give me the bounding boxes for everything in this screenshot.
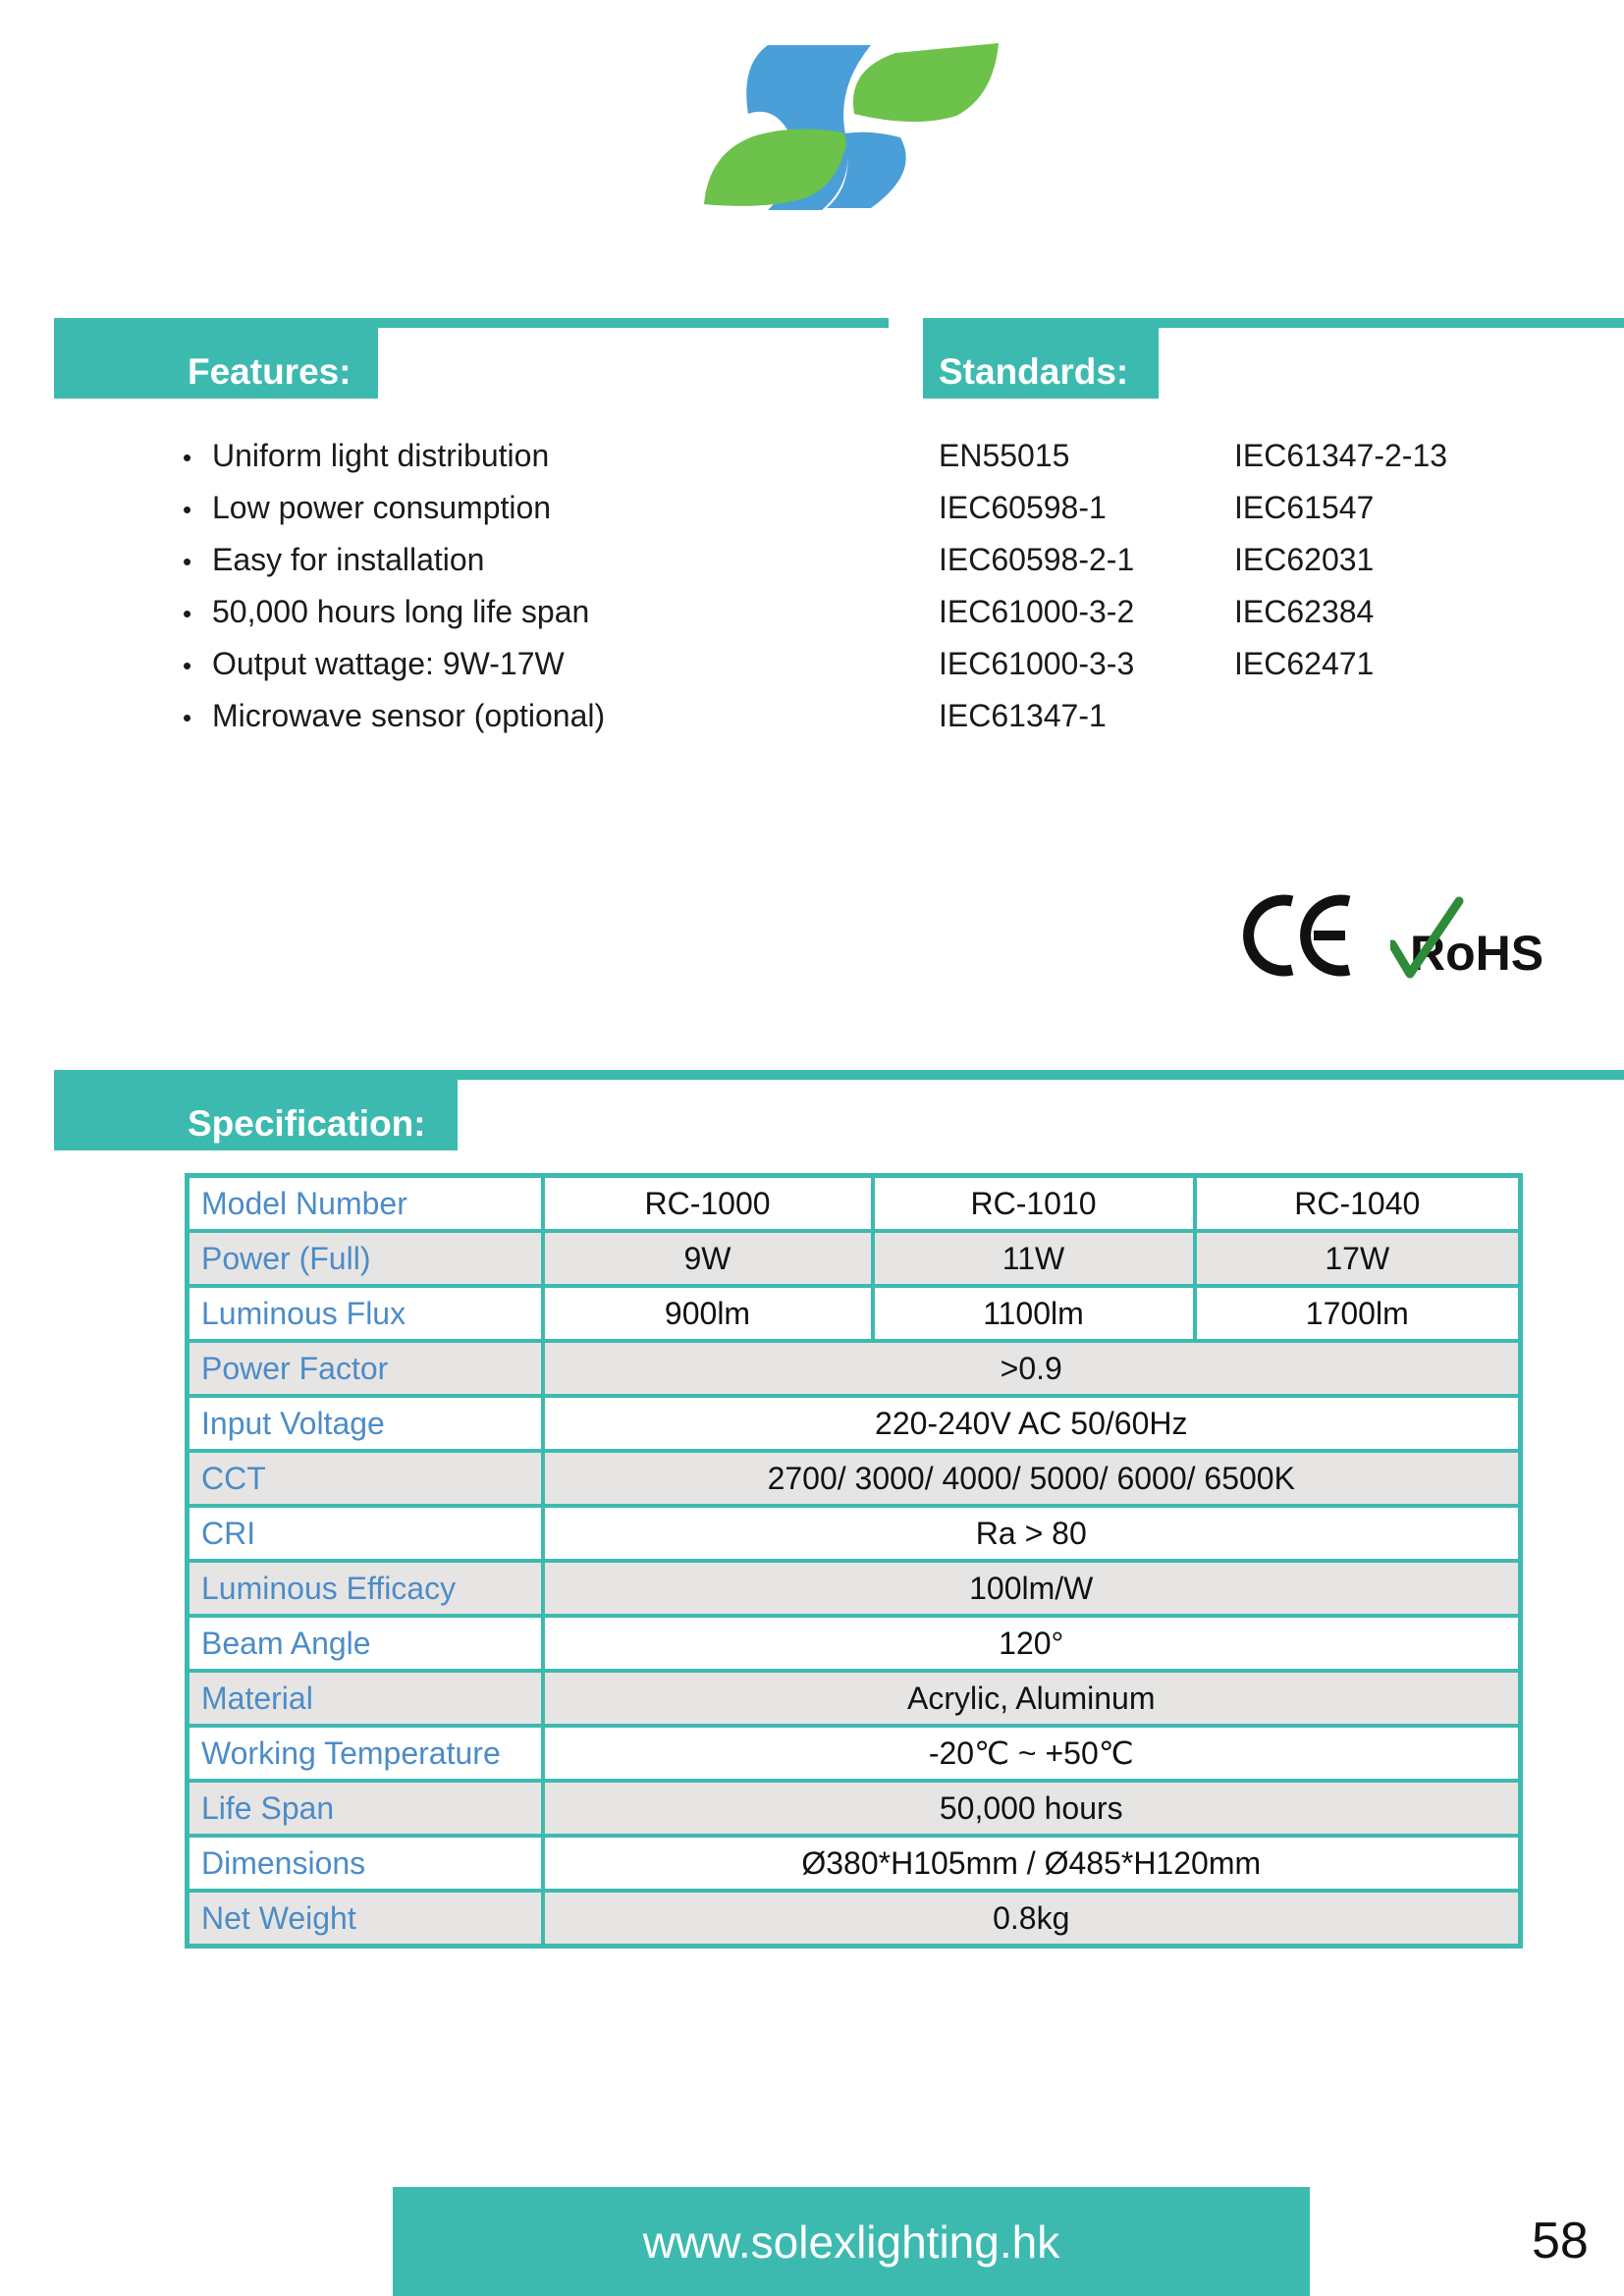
company-logo-icon	[699, 35, 1000, 212]
standards-column-2	[1234, 430, 1447, 690]
table-row	[188, 1506, 1521, 1561]
table-row	[188, 1341, 1521, 1396]
features-header-rule	[54, 318, 889, 328]
feature-item	[183, 430, 605, 482]
table-row	[188, 1671, 1521, 1726]
website-link[interactable]: www.solexlighting.hk	[642, 2216, 1060, 2268]
spec-value: -20℃ ~ +50℃	[543, 1726, 1521, 1781]
spec-value: 2700/ 3000/ 4000/ 5000/ 6000/ 6500K	[543, 1451, 1521, 1506]
spec-label: Beam Angle	[188, 1616, 543, 1671]
bullet-icon: •	[183, 599, 192, 628]
spec-value: 100lm/W	[543, 1561, 1521, 1616]
standard-item: IEC61347-1	[939, 698, 1107, 733]
feature-item	[183, 638, 605, 690]
spec-label: Power Factor	[188, 1341, 543, 1396]
feature-text: Uniform light distribution	[212, 438, 550, 473]
standards-column-1	[939, 430, 1134, 742]
spec-value: 220-240V AC 50/60Hz	[543, 1396, 1521, 1451]
feature-item	[183, 586, 605, 638]
feature-text: Easy for installation	[212, 542, 485, 577]
spec-label: CCT	[188, 1451, 543, 1506]
table-row	[188, 1396, 1521, 1451]
spec-label: Material	[188, 1671, 543, 1726]
spec-value: RC-1000	[543, 1176, 873, 1232]
table-row	[188, 1451, 1521, 1506]
standard-item: IEC62471	[1234, 646, 1375, 681]
standard-item: IEC61000-3-2	[939, 594, 1135, 629]
footer-url-bar	[393, 2187, 1310, 2296]
page-number: 58	[1532, 2213, 1589, 2269]
svg-text:RoHS: RoHS	[1410, 926, 1544, 981]
spec-value: 1700lm	[1195, 1286, 1521, 1341]
table-row	[188, 1286, 1521, 1341]
standard-item: IEC61547	[1234, 490, 1375, 525]
standard-item: IEC61000-3-3	[939, 646, 1135, 681]
feature-item	[183, 482, 605, 534]
feature-text: 50,000 hours long life span	[212, 594, 590, 629]
standard-item: IEC62384	[1234, 594, 1375, 629]
spec-value: Ra > 80	[543, 1506, 1521, 1561]
bullet-icon: •	[183, 443, 192, 472]
spec-value: 17W	[1195, 1231, 1521, 1286]
bullet-icon: •	[183, 495, 192, 524]
spec-label: Model Number	[188, 1176, 543, 1232]
bullet-icon: •	[183, 651, 192, 680]
table-row	[188, 1176, 1521, 1232]
ce-mark-icon	[1243, 891, 1359, 980]
spec-value: 0.8kg	[543, 1891, 1521, 1947]
spec-value: 11W	[873, 1231, 1195, 1286]
spec-value: RC-1040	[1195, 1176, 1521, 1232]
rohs-mark-icon	[1390, 895, 1557, 982]
table-row	[188, 1836, 1521, 1891]
spec-label: Working Temperature	[188, 1726, 543, 1781]
feature-item	[183, 534, 605, 586]
spec-value: 9W	[543, 1231, 873, 1286]
spec-label: Power (Full)	[188, 1231, 543, 1286]
standard-item: IEC60598-2-1	[939, 542, 1135, 577]
spec-label: Net Weight	[188, 1891, 543, 1947]
spec-value: Acrylic, Aluminum	[543, 1671, 1521, 1726]
features-title: Features:	[54, 328, 378, 399]
bullet-icon: •	[183, 547, 192, 576]
spec-value: 1100lm	[873, 1286, 1195, 1341]
bullet-icon: •	[183, 703, 192, 732]
table-row	[188, 1616, 1521, 1671]
spec-value: >0.9	[543, 1341, 1521, 1396]
standard-item: IEC60598-1	[939, 490, 1107, 525]
table-row	[188, 1726, 1521, 1781]
specification-title: Specification:	[54, 1080, 458, 1150]
specification-header-rule	[54, 1070, 1624, 1080]
standards-header-rule	[923, 318, 1624, 328]
standard-item: IEC61347-2-13	[1234, 438, 1448, 473]
spec-label: Input Voltage	[188, 1396, 543, 1451]
spec-value: RC-1010	[873, 1176, 1195, 1232]
spec-value: 900lm	[543, 1286, 873, 1341]
feature-text: Output wattage: 9W-17W	[212, 646, 565, 681]
spec-label: CRI	[188, 1506, 543, 1561]
standard-item: EN55015	[939, 438, 1070, 473]
feature-text: Microwave sensor (optional)	[212, 698, 606, 733]
table-row	[188, 1891, 1521, 1947]
spec-label: Luminous Efficacy	[188, 1561, 543, 1616]
spec-label: Luminous Flux	[188, 1286, 543, 1341]
standards-title: Standards:	[923, 328, 1159, 399]
table-row	[188, 1781, 1521, 1836]
feature-text: Low power consumption	[212, 490, 552, 525]
table-row	[188, 1561, 1521, 1616]
feature-item	[183, 690, 605, 742]
specification-table	[185, 1173, 1523, 1949]
spec-value: 120°	[543, 1616, 1521, 1671]
table-row	[188, 1231, 1521, 1286]
spec-label: Dimensions	[188, 1836, 543, 1891]
spec-label: Life Span	[188, 1781, 543, 1836]
features-list	[183, 430, 605, 742]
standard-item: IEC62031	[1234, 542, 1375, 577]
spec-value: 50,000 hours	[543, 1781, 1521, 1836]
spec-value: Ø380*H105mm / Ø485*H120mm	[543, 1836, 1521, 1891]
